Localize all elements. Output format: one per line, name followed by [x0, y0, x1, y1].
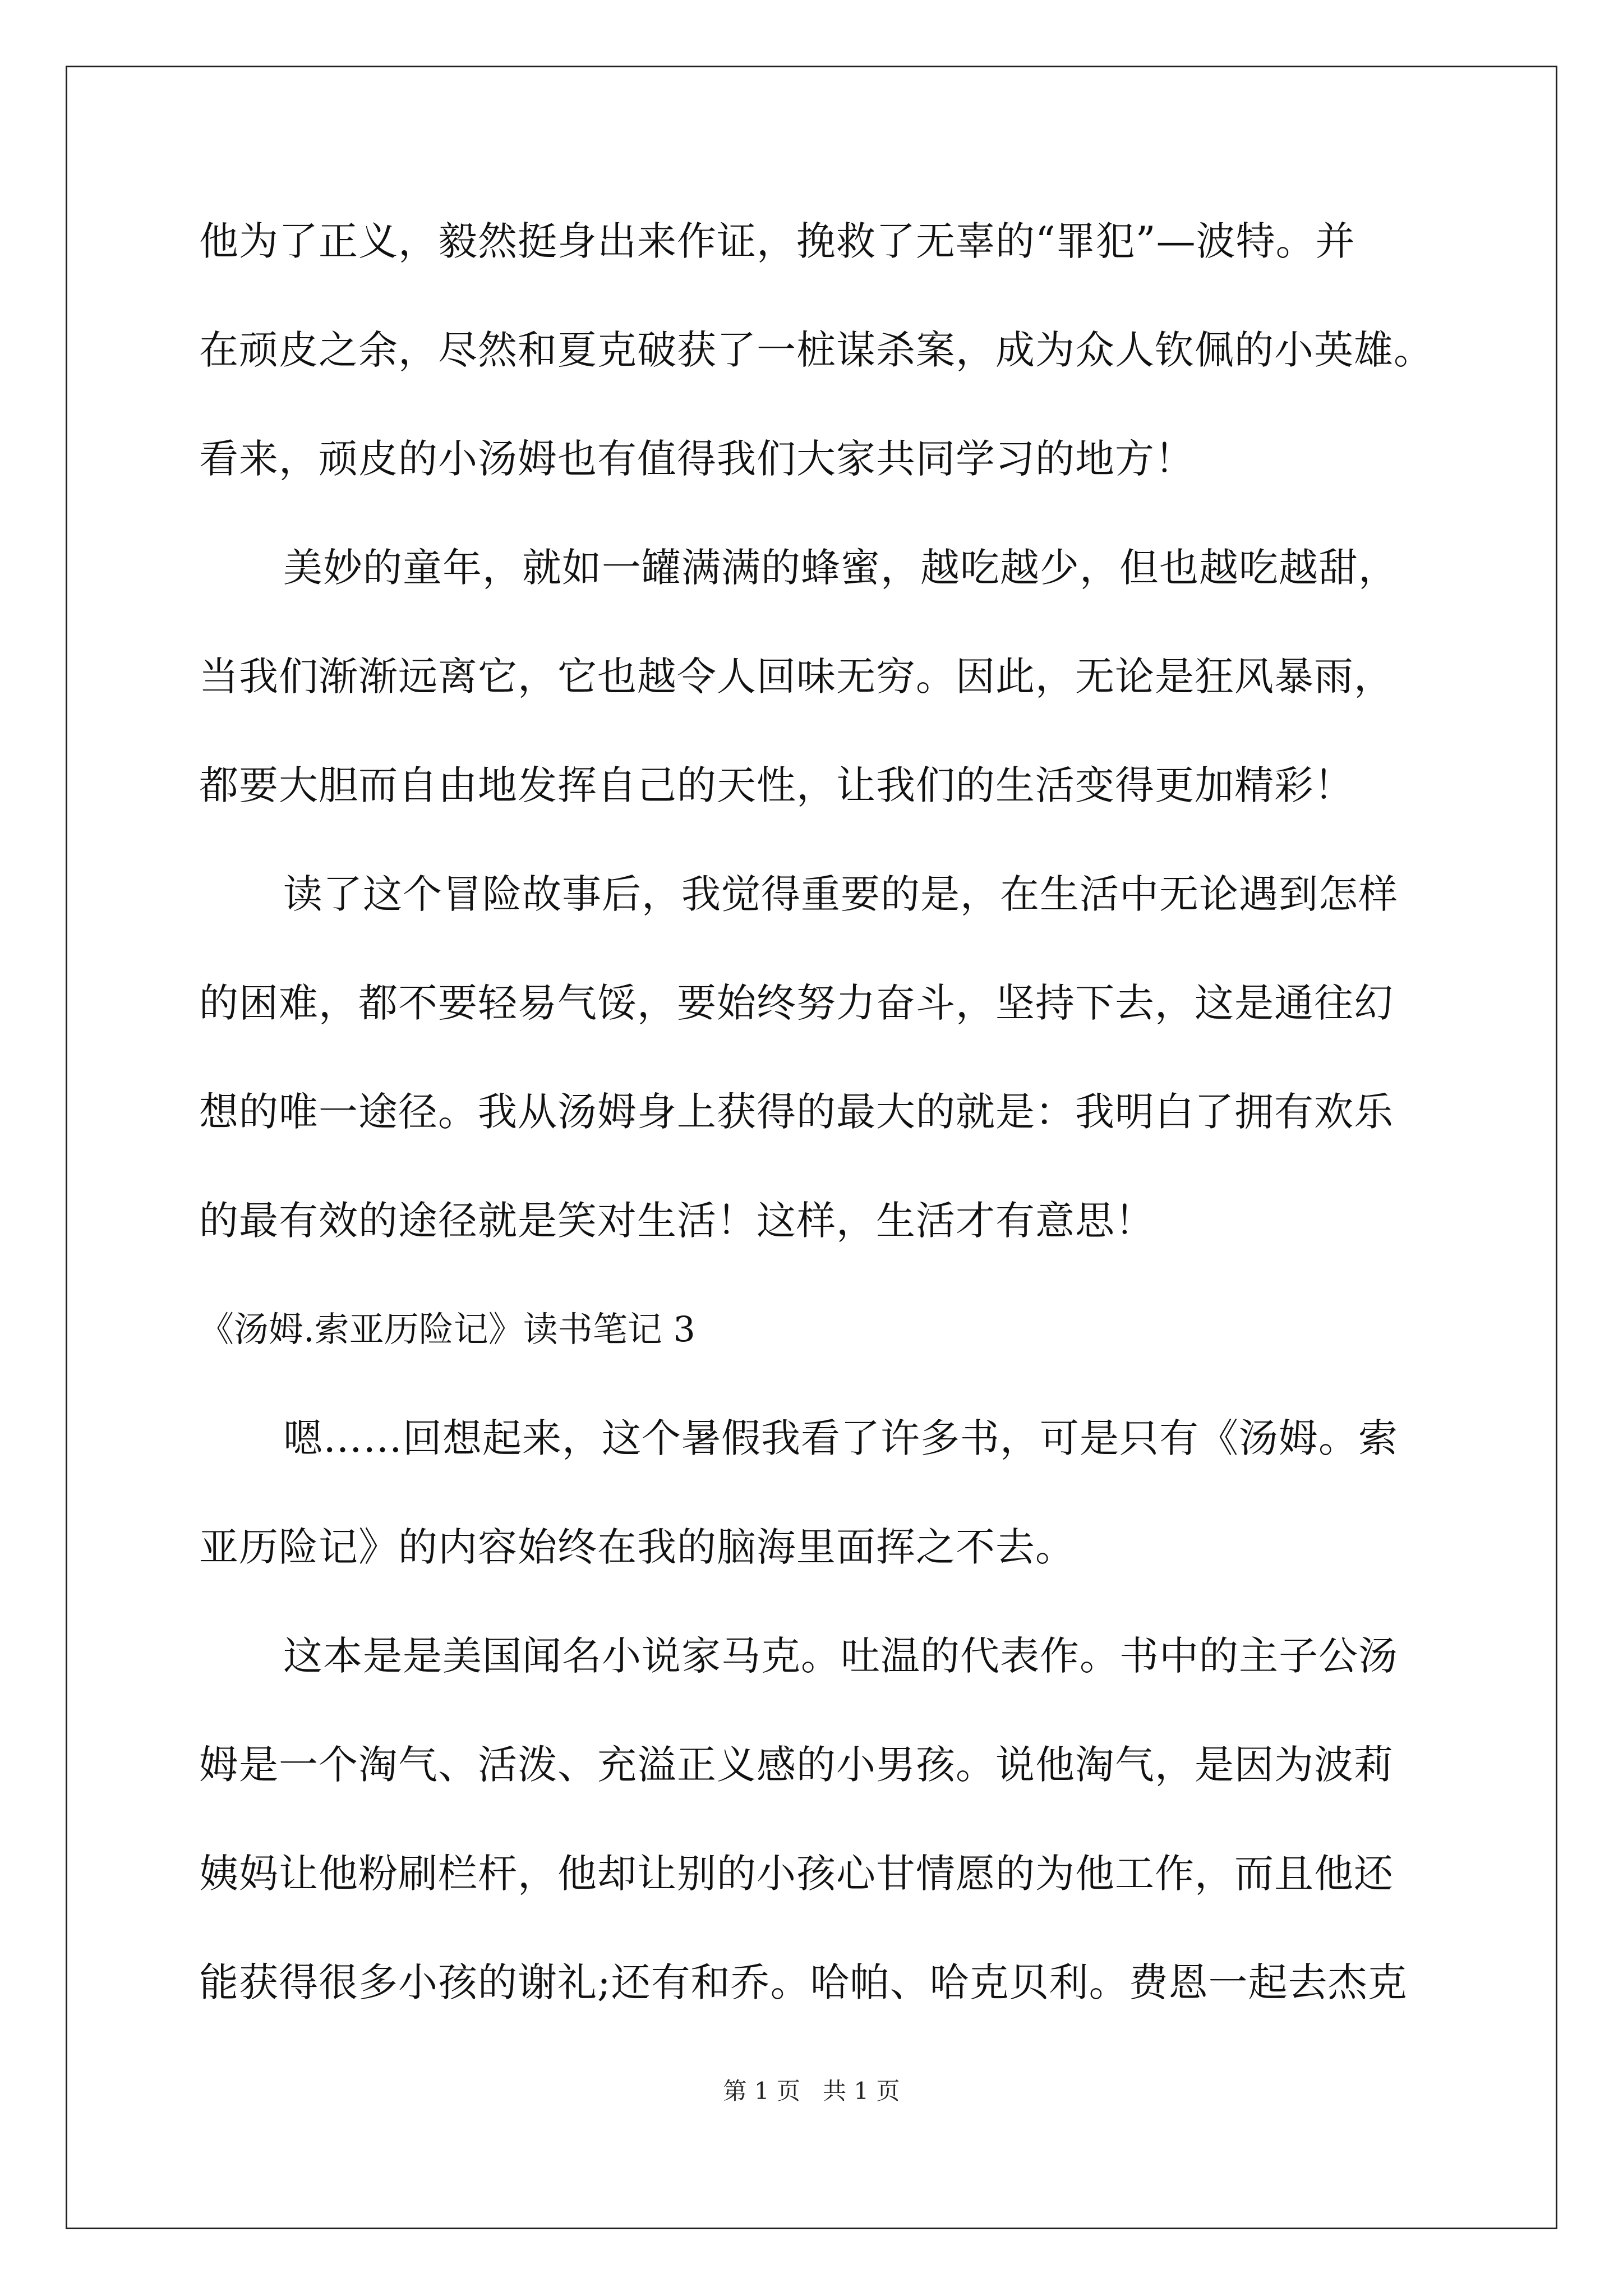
- text-line: 的困难，都不要轻易气馁，要始终努力奋斗，坚持下去，这是通往幻: [199, 980, 1394, 1026]
- text-line: 姨妈让他粉刷栏杆，他却让别的小孩心甘情愿的为他工作，而且他还: [199, 1851, 1394, 1897]
- text-line: 亚历险记》的内容始终在我的脑海里面挥之不去。: [199, 1524, 1075, 1570]
- document-body: [199, 218, 1433, 2072]
- text-line: 他为了正义，毅然挺身出来作证，挽救了无辜的“罪犯”—波特。并: [199, 218, 1355, 264]
- text-line: 美妙的童年，就如一罐满满的蜂蜜，越吃越少，但也越吃越甜，: [283, 545, 1398, 591]
- text-line: 在顽皮之余，尽然和夏克破获了一桩谋杀案，成为众人钦佩的小英雄。: [199, 327, 1433, 373]
- text-line: 的最有效的途径就是笑对生活！这样，生活才有意思！: [199, 1198, 1155, 1244]
- text-line: 读了这个冒险故事后，我觉得重要的是，在生活中无论遇到怎样: [283, 871, 1398, 917]
- section-heading: 《汤姆.索亚历险记》读书笔记 3: [199, 1309, 695, 1350]
- text-line: 这本是是美国闻名小说家马克。吐温的代表作。书中的主子公汤: [283, 1633, 1398, 1679]
- text-line: 当我们渐渐远离它，它也越令人回味无穷。因此，无论是狂风暴雨，: [199, 654, 1394, 700]
- page-total: 共 1 页: [823, 2077, 900, 2105]
- page-number: 第 1 页: [723, 2077, 800, 2105]
- text-line: 都要大胆而自由地发挥自己的天性，让我们的生活变得更加精彩！: [199, 762, 1354, 808]
- text-line: 姆是一个淘气、活泼、充溢正义感的小男孩。说他淘气，是因为波莉: [199, 1742, 1394, 1788]
- text-line: 想的唯一途径。我从汤姆身上获得的最大的就是：我明白了拥有欢乐: [199, 1089, 1394, 1135]
- text-line: 能获得很多小孩的谢礼;还有和乔。哈帕、哈克贝利。费恩一起去杰克: [199, 1959, 1408, 2005]
- text-line: 看来，顽皮的小汤姆也有值得我们大家共同学习的地方！: [199, 436, 1195, 482]
- page-footer: [0, 2079, 1623, 2103]
- text-line: 嗯……回想起来，这个暑假我看了许多书，可是只有《汤姆。索: [283, 1415, 1398, 1461]
